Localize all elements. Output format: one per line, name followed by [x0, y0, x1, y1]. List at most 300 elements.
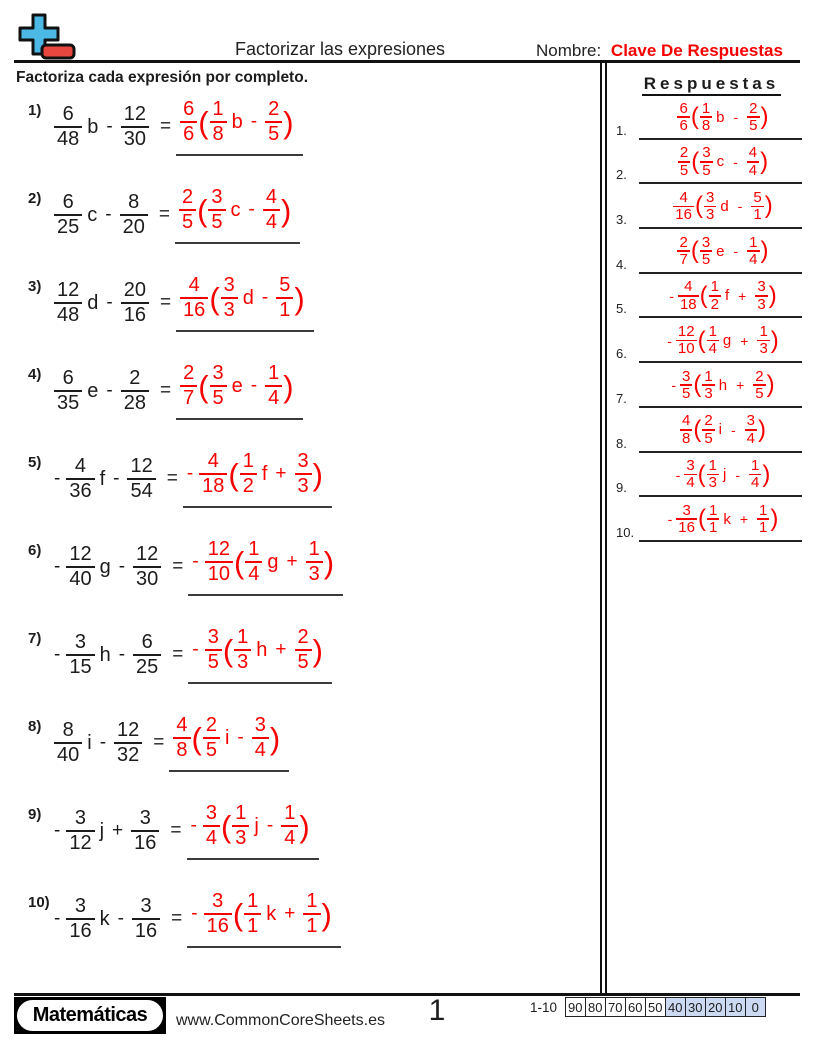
fraction-denominator: 7 [183, 387, 195, 409]
fraction-denominator: 6 [679, 116, 688, 134]
fraction-denominator: 3 [235, 827, 247, 849]
fraction-denominator: 30 [136, 568, 159, 590]
open-paren: ( [699, 281, 708, 309]
variable-letter: g [267, 550, 279, 573]
fraction-numerator: 1 [268, 362, 280, 384]
score-cell: 10 [725, 997, 747, 1017]
answer-number: 2. [616, 167, 627, 183]
answer-row [607, 408, 816, 453]
fraction-numerator: 12 [136, 543, 159, 565]
minus-sign: - [192, 639, 199, 660]
fraction-denominator: 1 [306, 915, 318, 937]
problem-row [14, 83, 600, 171]
variable-letter: f [99, 467, 106, 490]
variable-letter: b [716, 108, 725, 126]
open-paren: ( [209, 280, 220, 316]
second-term-fraction [133, 631, 161, 679]
fraction-numerator: 4 [679, 188, 688, 206]
inner-second-fraction [263, 186, 280, 234]
open-paren: ( [694, 192, 703, 220]
inner-second-fraction [265, 362, 282, 410]
fraction-denominator: 16 [134, 832, 157, 854]
variable-letter: j [723, 466, 727, 484]
answer-key-expression [667, 501, 779, 537]
open-paren: ( [228, 456, 239, 492]
answers-title: Respuestas [642, 74, 781, 96]
fraction-numerator: 3 [702, 144, 711, 162]
fraction-denominator: 18 [202, 475, 225, 497]
fraction-denominator: 5 [207, 651, 219, 673]
equals-sign: = [170, 820, 182, 841]
inner-second-fraction [265, 98, 282, 146]
operator-sign: - [237, 727, 244, 748]
inner-first-fraction [702, 369, 714, 402]
close-paren: ) [323, 544, 335, 580]
problem-answer [175, 186, 300, 244]
fraction-denominator: 3 [757, 295, 766, 313]
answer-key-expression [671, 367, 775, 403]
close-paren: ) [770, 326, 779, 354]
variable-letter: e [716, 242, 725, 260]
equals-sign: = [166, 468, 178, 489]
open-paren: ( [693, 371, 702, 399]
fraction-numerator: 3 [211, 186, 223, 208]
fraction-denominator: 35 [57, 392, 80, 414]
problem-expression [54, 191, 173, 239]
name-label: Nombre: [536, 41, 602, 60]
fraction-denominator: 4 [268, 387, 280, 409]
fraction-numerator: 3 [74, 807, 87, 829]
fraction-denominator: 3 [708, 474, 717, 492]
open-paren: ( [690, 237, 699, 265]
answer-row [607, 274, 816, 319]
fraction-denominator: 3 [704, 385, 713, 403]
fraction-numerator: 4 [681, 412, 691, 430]
problem-number: 8) [28, 717, 42, 735]
equals-sign: = [159, 116, 172, 137]
fraction-numerator: 1 [710, 278, 719, 296]
open-paren: ( [691, 147, 700, 175]
variable-letter: i [224, 726, 230, 749]
fraction-denominator: 5 [181, 211, 194, 233]
close-paren: ) [283, 104, 294, 140]
problem-answer [176, 98, 302, 156]
minus-sign: - [192, 551, 199, 572]
fraction-numerator: 3 [212, 890, 224, 912]
fraction-denominator: 40 [57, 744, 80, 766]
inner-first-fraction [707, 458, 719, 491]
fraction-numerator: 4 [74, 455, 87, 477]
answer-key-expression [677, 233, 769, 268]
variable-letter: g [722, 332, 732, 350]
minus-sign: - [190, 815, 197, 836]
inner-first-fraction [232, 802, 249, 850]
operator-sign: - [261, 287, 269, 308]
coefficient-fraction [677, 235, 689, 268]
fraction-numerator: 1 [759, 322, 768, 340]
fraction-denominator: 8 [701, 116, 711, 134]
coefficient-fraction [673, 190, 694, 223]
fraction-numerator: 4 [207, 450, 219, 472]
open-paren: ( [220, 808, 232, 844]
fraction-numerator: 6 [62, 367, 74, 389]
open-paren: ( [697, 326, 706, 354]
operator-sign: + [286, 551, 298, 572]
answer-row [607, 363, 816, 408]
second-term-fraction [131, 807, 159, 855]
operator-sign: + [736, 377, 745, 394]
close-paren: ) [294, 280, 305, 316]
fraction-denominator: 5 [212, 387, 224, 409]
fraction-denominator: 3 [705, 206, 715, 224]
fraction-denominator: 36 [69, 480, 92, 502]
answer-row [607, 318, 816, 363]
fraction-numerator: 3 [746, 412, 756, 430]
fraction-numerator: 2 [268, 98, 280, 120]
fraction-numerator: 8 [62, 719, 74, 741]
answer-number: 9. [616, 480, 627, 496]
close-paren: ) [760, 237, 769, 265]
operator-sign: + [275, 463, 287, 484]
first-term-fraction [66, 895, 94, 943]
operator-sign: - [118, 644, 126, 665]
first-term-fraction [66, 543, 94, 591]
answer-number: 8. [616, 435, 627, 451]
coefficient-fraction [203, 802, 220, 850]
fraction-denominator: 4 [686, 474, 695, 492]
score-cell: 20 [705, 997, 727, 1017]
score-cell: 30 [685, 997, 707, 1017]
fraction-numerator: 2 [679, 233, 688, 251]
inner-second-fraction [747, 101, 759, 134]
operator-sign: + [739, 511, 749, 528]
first-term-fraction [54, 279, 82, 327]
fraction-denominator: 10 [207, 563, 230, 585]
column-separator [600, 63, 607, 993]
fraction-numerator: 12 [130, 455, 153, 477]
operator-sign: - [735, 466, 741, 483]
coefficient-fraction [180, 362, 197, 410]
fraction-numerator: 1 [704, 367, 713, 385]
coefficient-fraction [199, 450, 227, 498]
answer-number: 5. [616, 301, 627, 317]
student-name-value: Clave De Respuestas [610, 41, 783, 60]
page-number: 1 [428, 994, 446, 1027]
answer-key-expression [675, 457, 771, 492]
open-paren: ( [697, 505, 706, 533]
answer-line [639, 235, 802, 274]
fraction-denominator: 2 [710, 295, 719, 313]
variable-letter: b [87, 115, 99, 138]
fraction-denominator: 4 [205, 827, 217, 849]
close-paren: ) [764, 192, 773, 220]
inner-second-fraction [281, 802, 298, 850]
open-paren: ( [697, 460, 706, 488]
minus-sign: - [667, 511, 673, 528]
minus-sign: - [671, 377, 677, 394]
inner-second-fraction [747, 145, 759, 178]
fraction-denominator: 4 [265, 211, 277, 233]
open-paren: ( [198, 104, 209, 140]
coefficient-fraction [205, 626, 222, 674]
minus-sign: - [54, 468, 61, 489]
score-cells [566, 997, 766, 1017]
fraction-denominator: 3 [237, 651, 249, 673]
inner-first-fraction [245, 538, 262, 586]
fraction-denominator: 5 [755, 385, 764, 403]
variable-letter: b [231, 110, 243, 133]
inner-second-fraction [751, 190, 763, 223]
score-cell: 80 [585, 997, 607, 1017]
variable-letter: d [720, 197, 729, 215]
inner-first-fraction [210, 98, 227, 146]
close-paren: ) [766, 371, 775, 399]
fraction-numerator: 12 [69, 543, 92, 565]
problem-expression [54, 807, 185, 855]
problem-row [14, 347, 600, 435]
fraction-denominator: 3 [297, 475, 309, 497]
inner-first-fraction [707, 324, 719, 357]
fraction-denominator: 32 [117, 744, 140, 766]
fraction-denominator: 16 [675, 206, 692, 224]
problem-answer [183, 450, 332, 508]
inner-first-fraction [234, 626, 251, 674]
minus-sign: - [54, 556, 61, 577]
answer-number: 6. [616, 346, 627, 362]
close-paren: ) [760, 147, 769, 175]
fraction-numerator: 1 [308, 538, 320, 560]
problem-number: 9) [28, 805, 42, 823]
fraction-numerator: 3 [686, 457, 695, 474]
answer-line [639, 369, 802, 408]
fraction-numerator: 2 [205, 714, 217, 736]
close-paren: ) [760, 103, 769, 131]
variable-letter: i [718, 421, 722, 439]
open-paren: ( [232, 896, 244, 932]
equals-sign: = [172, 556, 184, 577]
answer-number: 3. [616, 212, 627, 228]
close-paren: ) [762, 460, 771, 488]
inner-first-fraction [700, 235, 712, 268]
operator-sign: - [105, 204, 112, 225]
fraction-numerator: 4 [188, 274, 200, 296]
first-term-fraction [66, 807, 94, 855]
score-cell: 40 [665, 997, 687, 1017]
open-paren: ( [197, 192, 208, 228]
close-paren: ) [768, 281, 777, 309]
variable-letter: g [99, 555, 111, 578]
coefficient-fraction [680, 413, 692, 446]
second-term-fraction [133, 543, 161, 591]
operator-sign: - [731, 421, 736, 438]
fraction-denominator: 4 [751, 474, 760, 492]
minus-sign: - [675, 466, 681, 483]
second-term-fraction [120, 191, 148, 239]
coefficient-fraction [173, 714, 190, 762]
fraction-denominator: 16 [69, 920, 92, 942]
close-paren: ) [321, 896, 332, 932]
fraction-numerator: 2 [297, 626, 309, 648]
open-paren: ( [690, 103, 699, 131]
fraction-numerator: 12 [123, 103, 146, 125]
equals-sign: = [159, 292, 172, 313]
answer-row [607, 184, 816, 229]
fraction-denominator: 8 [681, 429, 691, 447]
inner-second-fraction [747, 235, 759, 268]
variable-letter: e [87, 379, 99, 402]
fraction-denominator: 7 [679, 251, 688, 268]
open-paren: ( [233, 544, 245, 580]
answer-row [607, 95, 816, 140]
inner-second-fraction [749, 458, 761, 491]
second-term-fraction [121, 103, 149, 151]
equals-sign: = [171, 908, 183, 929]
fraction-denominator: 10 [677, 340, 695, 358]
coefficient-fraction [676, 503, 697, 536]
name-block [536, 41, 783, 61]
inner-second-fraction [252, 714, 269, 762]
close-paren: ) [312, 632, 323, 668]
fraction-denominator: 5 [702, 161, 711, 179]
coefficient-fraction [678, 279, 699, 312]
problem-answer [188, 538, 343, 596]
inner-second-fraction [306, 538, 323, 586]
variable-letter: c [87, 203, 98, 226]
fraction-numerator: 1 [212, 98, 224, 120]
answer-line [639, 145, 802, 184]
first-term-fraction [54, 191, 82, 239]
first-term-fraction [54, 103, 82, 151]
inner-first-fraction [704, 190, 716, 223]
fraction-denominator: 4 [284, 827, 296, 849]
fraction-numerator: 1 [306, 890, 318, 912]
score-range-label: 1-10 [530, 999, 558, 1015]
brand-name: Matemáticas [32, 1004, 148, 1026]
minus-sign: - [667, 332, 672, 349]
fraction-numerator: 5 [279, 274, 291, 296]
problem-row [14, 259, 600, 347]
problem-number: 3) [28, 277, 42, 295]
second-term-fraction [114, 719, 142, 767]
coefficient-fraction [678, 145, 690, 178]
brand-pill [17, 1000, 163, 1031]
answer-key-expression [678, 144, 769, 179]
fraction-denominator: 5 [268, 123, 280, 145]
fraction-denominator: 30 [123, 128, 146, 150]
minus-sign: - [186, 463, 194, 484]
fraction-numerator: 1 [708, 457, 717, 474]
fraction-denominator: 18 [679, 295, 697, 313]
fraction-numerator: 1 [237, 626, 249, 648]
variable-letter: f [261, 462, 268, 485]
first-term-fraction [54, 719, 82, 767]
score-cell: 50 [645, 997, 667, 1017]
fraction-numerator: 6 [141, 631, 153, 653]
variable-letter: c [230, 198, 241, 221]
answer-line [639, 458, 802, 497]
fraction-denominator: 8 [176, 739, 188, 761]
coefficient-fraction [180, 274, 208, 322]
second-term-fraction [121, 279, 149, 327]
fraction-numerator: 3 [139, 807, 151, 829]
variable-letter: h [256, 638, 268, 661]
fraction-numerator: 1 [247, 890, 259, 912]
fraction-denominator: 3 [223, 299, 235, 321]
fraction-denominator: 3 [759, 340, 768, 358]
fraction-numerator: 3 [254, 714, 266, 736]
answers-title-wrap [607, 74, 816, 94]
fraction-denominator: 5 [297, 651, 309, 673]
fraction-numerator: 12 [677, 322, 695, 340]
fraction-numerator: 4 [684, 278, 693, 296]
fraction-denominator: 5 [682, 385, 691, 403]
fraction-denominator: 20 [122, 216, 145, 238]
fraction-denominator: 6 [183, 123, 195, 145]
inner-first-fraction [210, 362, 227, 410]
inner-first-fraction [203, 714, 220, 762]
fraction-numerator: 3 [205, 802, 217, 824]
answer-line [639, 279, 802, 318]
fraction-denominator: 28 [123, 392, 146, 414]
inner-first-fraction [244, 890, 261, 938]
answer-key-expression [669, 278, 777, 313]
worksheet-title: Factorizar las expresiones [234, 39, 446, 59]
variable-letter: c [716, 153, 725, 171]
second-term-fraction [127, 455, 155, 503]
variable-letter: d [87, 291, 99, 314]
coefficient-fraction [204, 890, 232, 938]
operator-sign: - [266, 815, 274, 836]
fraction-denominator: 40 [69, 568, 92, 590]
problem-answer [187, 890, 341, 948]
inner-first-fraction [700, 145, 712, 178]
coefficient-fraction [180, 98, 197, 146]
fraction-denominator: 4 [708, 340, 717, 358]
coefficient-fraction [680, 369, 692, 402]
fraction-numerator: 3 [705, 188, 715, 206]
problem-answer [176, 274, 314, 332]
answer-line [639, 190, 802, 229]
fraction-numerator: 2 [129, 367, 141, 389]
problem-expression [54, 631, 186, 679]
first-term-fraction [66, 455, 94, 503]
close-paren: ) [280, 192, 292, 228]
coefficient-fraction [677, 101, 689, 134]
problem-number: 10) [28, 893, 50, 911]
fraction-denominator: 4 [254, 739, 266, 761]
inner-second-fraction [757, 503, 769, 536]
open-paren: ( [198, 368, 209, 404]
close-paren: ) [269, 720, 281, 756]
score-cell: 70 [605, 997, 627, 1017]
problem-row [14, 875, 600, 963]
operator-sign: - [737, 198, 743, 215]
answer-key-expression [673, 188, 773, 224]
equals-sign: = [153, 732, 165, 753]
problem-expression [54, 719, 167, 767]
operator-sign: - [106, 380, 113, 401]
close-paren: ) [283, 368, 294, 404]
score-cell: 0 [745, 997, 767, 1017]
fraction-numerator: 3 [212, 362, 224, 384]
fraction-numerator: 3 [682, 367, 691, 385]
inner-first-fraction [709, 279, 721, 312]
fraction-denominator: 1 [247, 915, 259, 937]
variable-letter: h [99, 643, 111, 666]
fraction-numerator: 1 [749, 233, 758, 251]
problem-row [14, 171, 600, 259]
second-term-fraction [132, 895, 160, 943]
